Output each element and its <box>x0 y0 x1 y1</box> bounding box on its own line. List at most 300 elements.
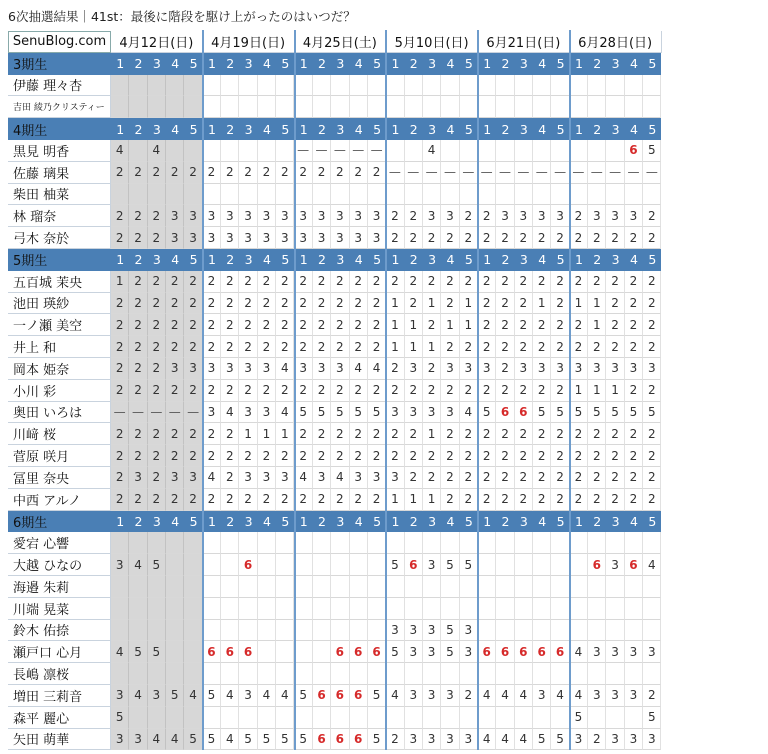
draw-value <box>313 576 331 598</box>
draw-value: 5 <box>295 729 313 751</box>
draw-value: 2 <box>606 423 624 445</box>
draw-value: 2 <box>258 380 276 402</box>
draw-value: 3 <box>166 358 184 380</box>
draw-value: 3 <box>386 467 404 489</box>
round-number: 3 <box>606 511 624 533</box>
draw-value: 3 <box>313 227 331 249</box>
round-number: 1 <box>386 118 404 140</box>
draw-value <box>239 663 257 685</box>
draw-value <box>221 707 239 729</box>
round-number: 2 <box>129 53 147 75</box>
draw-value <box>588 576 606 598</box>
draw-value <box>551 184 569 206</box>
draw-value: 2 <box>129 380 147 402</box>
draw-value: 2 <box>515 423 533 445</box>
draw-value <box>588 707 606 729</box>
round-number: 4 <box>258 53 276 75</box>
draw-value: 2 <box>221 423 239 445</box>
draw-value: — <box>313 140 331 162</box>
draw-value: 3 <box>496 205 514 227</box>
draw-value <box>350 532 368 554</box>
draw-value: 2 <box>441 423 459 445</box>
round-number: 5 <box>460 511 478 533</box>
draw-value: 2 <box>313 162 331 184</box>
draw-value: 2 <box>350 336 368 358</box>
draw-value <box>239 532 257 554</box>
round-number: 4 <box>625 53 643 75</box>
draw-value: 3 <box>405 358 423 380</box>
draw-value <box>496 576 514 598</box>
draw-value <box>276 620 294 642</box>
draw-value <box>496 96 514 118</box>
draw-value: 6 <box>350 641 368 663</box>
draw-value <box>331 707 349 729</box>
draw-value <box>313 598 331 620</box>
member-name: 大越 ひなの <box>8 554 111 576</box>
draw-value <box>166 576 184 598</box>
draw-value: 4 <box>515 685 533 707</box>
draw-value <box>331 620 349 642</box>
draw-value: 5 <box>203 685 221 707</box>
draw-value <box>350 75 368 97</box>
draw-value <box>606 620 624 642</box>
draw-value: 2 <box>570 423 588 445</box>
draw-value: 2 <box>368 271 386 293</box>
draw-value: 2 <box>496 227 514 249</box>
draw-value: 1 <box>588 314 606 336</box>
draw-value <box>111 532 129 554</box>
draw-value: 4 <box>643 554 661 576</box>
draw-value: 2 <box>331 271 349 293</box>
draw-value: 2 <box>111 445 129 467</box>
draw-value <box>551 576 569 598</box>
draw-value <box>478 140 496 162</box>
draw-value: 2 <box>221 467 239 489</box>
draw-value: 2 <box>386 271 404 293</box>
draw-value: 2 <box>515 314 533 336</box>
draw-value <box>643 96 661 118</box>
draw-value: 3 <box>423 641 441 663</box>
draw-value: 2 <box>313 380 331 402</box>
draw-value <box>313 96 331 118</box>
draw-value <box>184 598 202 620</box>
draw-value: 5 <box>551 402 569 424</box>
date-header: 6月21日(日) <box>478 31 570 53</box>
draw-value: 3 <box>533 685 551 707</box>
date-separator <box>477 30 479 750</box>
draw-value: 2 <box>570 445 588 467</box>
draw-value <box>441 532 459 554</box>
draw-value: 2 <box>203 314 221 336</box>
draw-value: 3 <box>625 358 643 380</box>
draw-value: 2 <box>588 445 606 467</box>
draw-value: 2 <box>496 423 514 445</box>
draw-value: 2 <box>460 445 478 467</box>
draw-value: 5 <box>441 554 459 576</box>
draw-value <box>203 75 221 97</box>
draw-value: 3 <box>423 620 441 642</box>
round-number: 5 <box>368 511 386 533</box>
draw-value <box>625 620 643 642</box>
draw-value: 3 <box>350 205 368 227</box>
draw-value: 6 <box>239 554 257 576</box>
draw-value: — <box>441 162 459 184</box>
draw-value: 2 <box>551 293 569 315</box>
round-number: 5 <box>276 118 294 140</box>
draw-value: 2 <box>350 489 368 511</box>
draw-value: 2 <box>588 489 606 511</box>
draw-value: 2 <box>166 423 184 445</box>
draw-value <box>276 184 294 206</box>
site-label: SenuBlog.com <box>8 31 111 53</box>
draw-value: 5 <box>441 620 459 642</box>
round-number: 3 <box>239 118 257 140</box>
draw-value <box>643 576 661 598</box>
draw-value <box>423 532 441 554</box>
draw-value: 3 <box>643 641 661 663</box>
draw-value: 2 <box>148 489 166 511</box>
draw-value <box>276 96 294 118</box>
round-number: 2 <box>129 118 147 140</box>
draw-value <box>203 140 221 162</box>
draw-value: 3 <box>166 205 184 227</box>
draw-value <box>625 75 643 97</box>
draw-value <box>405 707 423 729</box>
draw-value: 4 <box>276 685 294 707</box>
draw-value <box>184 140 202 162</box>
round-number: 5 <box>551 53 569 75</box>
draw-value: 6 <box>625 140 643 162</box>
draw-value <box>551 554 569 576</box>
draw-value: 2 <box>588 227 606 249</box>
draw-value <box>148 598 166 620</box>
draw-value: 6 <box>405 554 423 576</box>
draw-value <box>533 576 551 598</box>
draw-value <box>368 75 386 97</box>
round-number: 5 <box>276 511 294 533</box>
draw-value <box>515 663 533 685</box>
draw-value <box>423 75 441 97</box>
draw-value <box>460 576 478 598</box>
draw-value <box>515 576 533 598</box>
draw-value <box>643 532 661 554</box>
draw-value: 6 <box>350 685 368 707</box>
draw-value: 5 <box>276 729 294 751</box>
round-number: 1 <box>111 511 129 533</box>
draw-value: 4 <box>148 140 166 162</box>
draw-value <box>478 532 496 554</box>
draw-value <box>441 576 459 598</box>
round-number: 3 <box>423 118 441 140</box>
draw-value <box>625 598 643 620</box>
draw-value <box>166 641 184 663</box>
draw-value: 4 <box>276 358 294 380</box>
draw-value: 2 <box>313 293 331 315</box>
draw-value: 5 <box>606 402 624 424</box>
draw-value: 2 <box>496 489 514 511</box>
draw-value <box>148 96 166 118</box>
draw-value: 3 <box>239 402 257 424</box>
draw-value: 2 <box>386 445 404 467</box>
draw-value <box>625 532 643 554</box>
draw-value: 3 <box>405 620 423 642</box>
draw-value: 2 <box>203 423 221 445</box>
draw-value <box>221 96 239 118</box>
draw-value <box>276 532 294 554</box>
draw-value <box>184 532 202 554</box>
round-number: 5 <box>184 249 202 271</box>
draw-value: 2 <box>551 489 569 511</box>
draw-value: 2 <box>221 271 239 293</box>
round-number: 3 <box>239 249 257 271</box>
draw-value <box>295 620 313 642</box>
draw-value: — <box>588 162 606 184</box>
draw-value: 2 <box>441 293 459 315</box>
draw-value: 5 <box>258 729 276 751</box>
draw-value: 2 <box>276 445 294 467</box>
draw-value: 2 <box>239 314 257 336</box>
draw-value: 2 <box>239 336 257 358</box>
draw-value: 3 <box>460 620 478 642</box>
draw-value: 2 <box>258 314 276 336</box>
draw-value <box>405 532 423 554</box>
draw-value: 2 <box>588 423 606 445</box>
draw-value: — <box>570 162 588 184</box>
draw-value: 2 <box>148 336 166 358</box>
draw-value: 2 <box>496 358 514 380</box>
draw-value: 2 <box>258 293 276 315</box>
draw-value <box>258 96 276 118</box>
draw-value: 2 <box>460 467 478 489</box>
draw-value <box>350 554 368 576</box>
round-number: 5 <box>368 53 386 75</box>
draw-value <box>533 554 551 576</box>
draw-value: 2 <box>551 423 569 445</box>
draw-value: 3 <box>588 358 606 380</box>
round-number: 1 <box>295 53 313 75</box>
draw-value: 3 <box>625 641 643 663</box>
member-name: 矢田 萌華 <box>8 729 111 751</box>
member-name: 奥田 いろは <box>8 402 111 424</box>
draw-value: 2 <box>111 423 129 445</box>
draw-value: 2 <box>166 271 184 293</box>
draw-value <box>111 620 129 642</box>
draw-value: 4 <box>478 729 496 751</box>
draw-value <box>350 96 368 118</box>
draw-value: 2 <box>533 380 551 402</box>
draw-value <box>258 532 276 554</box>
draw-value: 3 <box>184 358 202 380</box>
draw-value: 2 <box>606 227 624 249</box>
draw-value: 2 <box>460 685 478 707</box>
draw-value: 3 <box>606 358 624 380</box>
draw-value: 3 <box>239 467 257 489</box>
round-number: 3 <box>606 118 624 140</box>
draw-value: 2 <box>460 227 478 249</box>
draw-value: 2 <box>129 314 147 336</box>
draw-value <box>313 184 331 206</box>
draw-value <box>166 96 184 118</box>
draw-value: 2 <box>423 380 441 402</box>
draw-value: 2 <box>331 293 349 315</box>
draw-value: 3 <box>221 227 239 249</box>
draw-value: 6 <box>221 641 239 663</box>
draw-value: 2 <box>625 423 643 445</box>
draw-value <box>515 620 533 642</box>
draw-value <box>588 96 606 118</box>
draw-value <box>258 620 276 642</box>
draw-value: 4 <box>496 685 514 707</box>
draw-value: 3 <box>368 205 386 227</box>
draw-value: 2 <box>643 423 661 445</box>
draw-value: 2 <box>276 293 294 315</box>
draw-value <box>111 96 129 118</box>
draw-value <box>203 576 221 598</box>
round-number: 1 <box>295 118 313 140</box>
draw-value <box>478 663 496 685</box>
member-name: 小川 彩 <box>8 380 111 402</box>
draw-value: 2 <box>496 293 514 315</box>
draw-value: 2 <box>313 489 331 511</box>
draw-value: 2 <box>570 271 588 293</box>
draw-value: 4 <box>221 402 239 424</box>
draw-value <box>423 707 441 729</box>
draw-value <box>570 598 588 620</box>
draw-value: 2 <box>331 423 349 445</box>
draw-value: 2 <box>313 271 331 293</box>
draw-value: 3 <box>350 227 368 249</box>
draw-value: 2 <box>423 314 441 336</box>
draw-value <box>588 75 606 97</box>
round-number: 2 <box>588 249 606 271</box>
draw-value: 6 <box>313 729 331 751</box>
draw-value: 2 <box>533 314 551 336</box>
draw-value: 2 <box>111 467 129 489</box>
draw-value <box>441 663 459 685</box>
draw-value <box>405 663 423 685</box>
draw-value: 2 <box>331 489 349 511</box>
round-number: 3 <box>423 249 441 271</box>
draw-value <box>276 707 294 729</box>
draw-value <box>478 620 496 642</box>
draw-value <box>386 663 404 685</box>
round-number: 4 <box>533 118 551 140</box>
draw-value <box>258 184 276 206</box>
draw-value <box>184 641 202 663</box>
draw-value: 2 <box>368 489 386 511</box>
draw-value: 3 <box>460 358 478 380</box>
draw-value: 2 <box>129 271 147 293</box>
round-number: 4 <box>441 249 459 271</box>
draw-value: 2 <box>111 314 129 336</box>
round-number: 1 <box>111 249 129 271</box>
draw-value <box>533 620 551 642</box>
group-header: 6期生 <box>8 511 111 533</box>
draw-value <box>386 576 404 598</box>
member-name: 増田 三莉音 <box>8 685 111 707</box>
draw-value: 1 <box>386 336 404 358</box>
draw-value <box>258 576 276 598</box>
draw-value: 3 <box>606 641 624 663</box>
round-number: 5 <box>643 53 661 75</box>
draw-value: 3 <box>405 641 423 663</box>
draw-value <box>295 96 313 118</box>
draw-value: 3 <box>606 205 624 227</box>
draw-value: 1 <box>460 293 478 315</box>
draw-value: 2 <box>606 489 624 511</box>
draw-value: 6 <box>313 685 331 707</box>
round-number: 3 <box>331 249 349 271</box>
draw-value <box>239 75 257 97</box>
draw-value: 3 <box>166 467 184 489</box>
draw-value: 3 <box>386 620 404 642</box>
draw-value: 3 <box>533 205 551 227</box>
draw-value <box>570 576 588 598</box>
draw-value <box>368 96 386 118</box>
draw-value: 5 <box>368 729 386 751</box>
draw-value: 2 <box>515 380 533 402</box>
round-number: 4 <box>350 249 368 271</box>
draw-value: 3 <box>203 358 221 380</box>
draw-value: 4 <box>478 685 496 707</box>
draw-value <box>331 598 349 620</box>
draw-value: 3 <box>111 685 129 707</box>
draw-value: 1 <box>441 314 459 336</box>
round-number: 3 <box>331 511 349 533</box>
draw-value: 2 <box>405 445 423 467</box>
draw-value: 2 <box>405 423 423 445</box>
draw-value: 2 <box>148 314 166 336</box>
draw-value <box>570 75 588 97</box>
draw-value <box>423 598 441 620</box>
draw-value: 5 <box>368 685 386 707</box>
draw-value: 2 <box>111 489 129 511</box>
date-header: 5月10日(日) <box>386 31 478 53</box>
draw-value <box>350 663 368 685</box>
draw-value: 2 <box>606 293 624 315</box>
draw-value: 4 <box>129 685 147 707</box>
draw-value <box>570 184 588 206</box>
draw-value: 2 <box>441 489 459 511</box>
draw-value: 2 <box>129 205 147 227</box>
draw-value: 3 <box>331 205 349 227</box>
draw-value <box>460 140 478 162</box>
draw-value: 3 <box>551 358 569 380</box>
draw-value: 2 <box>625 227 643 249</box>
draw-value: 2 <box>184 445 202 467</box>
draw-value <box>460 598 478 620</box>
round-number: 1 <box>386 511 404 533</box>
round-number: 2 <box>405 511 423 533</box>
draw-value: 4 <box>551 685 569 707</box>
draw-value: 5 <box>570 707 588 729</box>
draw-value: 2 <box>368 380 386 402</box>
draw-value: 2 <box>551 336 569 358</box>
draw-value <box>423 96 441 118</box>
draw-value: 6 <box>515 641 533 663</box>
draw-value <box>184 663 202 685</box>
draw-value: 3 <box>258 358 276 380</box>
draw-value: 2 <box>148 467 166 489</box>
draw-value: 2 <box>643 293 661 315</box>
draw-value <box>111 663 129 685</box>
draw-value <box>258 598 276 620</box>
draw-value: 4 <box>386 685 404 707</box>
draw-value <box>276 140 294 162</box>
draw-value: 1 <box>570 380 588 402</box>
round-number: 5 <box>184 511 202 533</box>
draw-value: 3 <box>405 729 423 751</box>
